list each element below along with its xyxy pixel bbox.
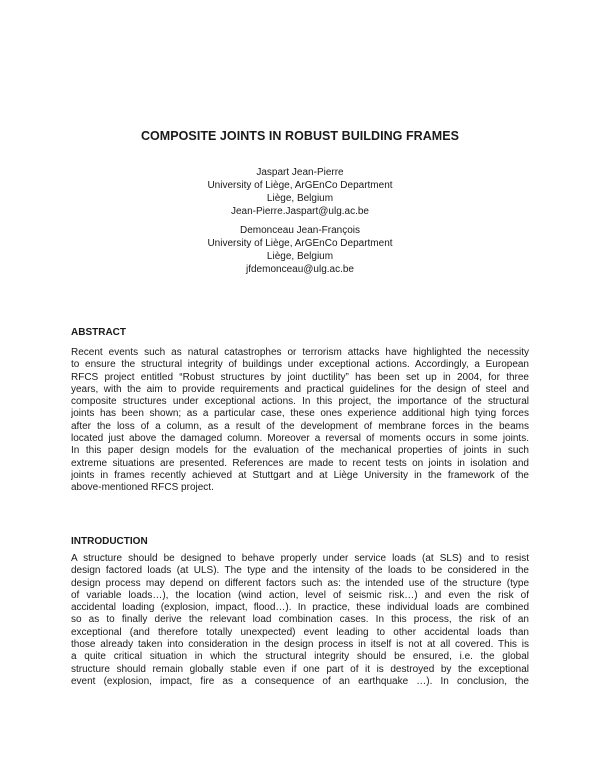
- text-line: to ensure the structural integrity of buildings under exceptional actions. Accordingly, a European: [71, 359, 529, 371]
- text-line: years, with the aim to provide requirements and practical guidelines for the design of steel and: [71, 383, 529, 395]
- text-line: those already taken into consideration in the design process in itself is not at all covered. This is: [71, 639, 529, 651]
- abstract-heading: ABSTRACT: [71, 327, 126, 338]
- abstract-paragraph: [71, 347, 529, 495]
- text-line: a quite critical situation in which the structural integrity should be ensured, i.e. the global: [71, 651, 529, 663]
- introduction-heading: INTRODUCTION: [71, 536, 148, 547]
- text-line: above-mentioned RFCS project.: [71, 482, 214, 494]
- author-name: Demonceau Jean-François: [239, 225, 361, 236]
- author-email: Jean-Pierre.Jaspart@ulg.ac.be: [231, 206, 369, 217]
- text-line: so as to finally derive the relevant load combination cases. In this process, the risk of an: [71, 614, 529, 626]
- text-line: composite structures under exceptional actions. In this project, the importance of the structural: [71, 396, 529, 408]
- paper-title: COMPOSITE JOINTS IN ROBUST BUILDING FRAMES: [140, 129, 460, 143]
- text-line: accidental loading (explosion, impact, flood…). In practice, these individual loads are combined: [71, 602, 529, 614]
- author-block: [0, 166, 600, 218]
- text-line: design factored loads (at ULS). The type and the intensity of the loads to be considered in the: [71, 565, 529, 577]
- text-line: joints in frames recently achieved at Stuttgart and at Liège University in the framework of the: [71, 469, 529, 481]
- text-line: after the loss of a column, as a result of the development of membrane forces in the beams: [71, 420, 529, 432]
- author-location: Liège, Belgium: [266, 251, 334, 262]
- text-line: event (explosion, impact, fire as a consequence of an earthquake …). In conclusion, the: [71, 675, 529, 687]
- text-line: RFCS project entitled “Robust structures by joint ductility” has been set up in 2004, for three: [71, 371, 529, 383]
- text-line: joints has been shown; as a particular case, these ones experience additional high tying forces: [71, 408, 529, 420]
- text-line: In this paper design models for the evaluation of the mechanical properties of joints in such: [71, 445, 529, 457]
- author-name: Jaspart Jean-Pierre: [256, 167, 344, 178]
- text-line: Recent events such as natural catastrophes or terrorism attacks have highlighted the necessity: [71, 347, 529, 358]
- introduction-paragraph: [71, 553, 529, 688]
- author-block: [0, 224, 600, 276]
- text-line: structure should remain globally stable even if one part of it is destroyed by the exceptional: [71, 663, 529, 675]
- text-line: exceptional (and therefore totally unexpected) event leading to other accidental loads than: [71, 626, 529, 638]
- author-affiliation: University of Liège, ArGEnCo Department: [207, 238, 393, 249]
- text-line: design process may depend on different factors such as: the intended use of the structure (type: [71, 577, 529, 589]
- author-location: Liège, Belgium: [266, 193, 334, 204]
- author-email: jfdemonceau@ulg.ac.be: [246, 264, 354, 275]
- author-affiliation: University of Liège, ArGEnCo Department: [207, 180, 393, 191]
- text-line: extreme situations are presented. References are made to recent tests on joints in isolation and: [71, 457, 529, 469]
- text-line: A structure should be designed to behave properly under service loads (at SLS) and to resist: [71, 553, 529, 564]
- text-line: located just above the damaged column. Moreover a reversal of moments occurs in some joints.: [71, 433, 529, 445]
- text-line: of variable loads…), the location (wind action, level of seismic risk…) and even the risk of: [71, 589, 529, 601]
